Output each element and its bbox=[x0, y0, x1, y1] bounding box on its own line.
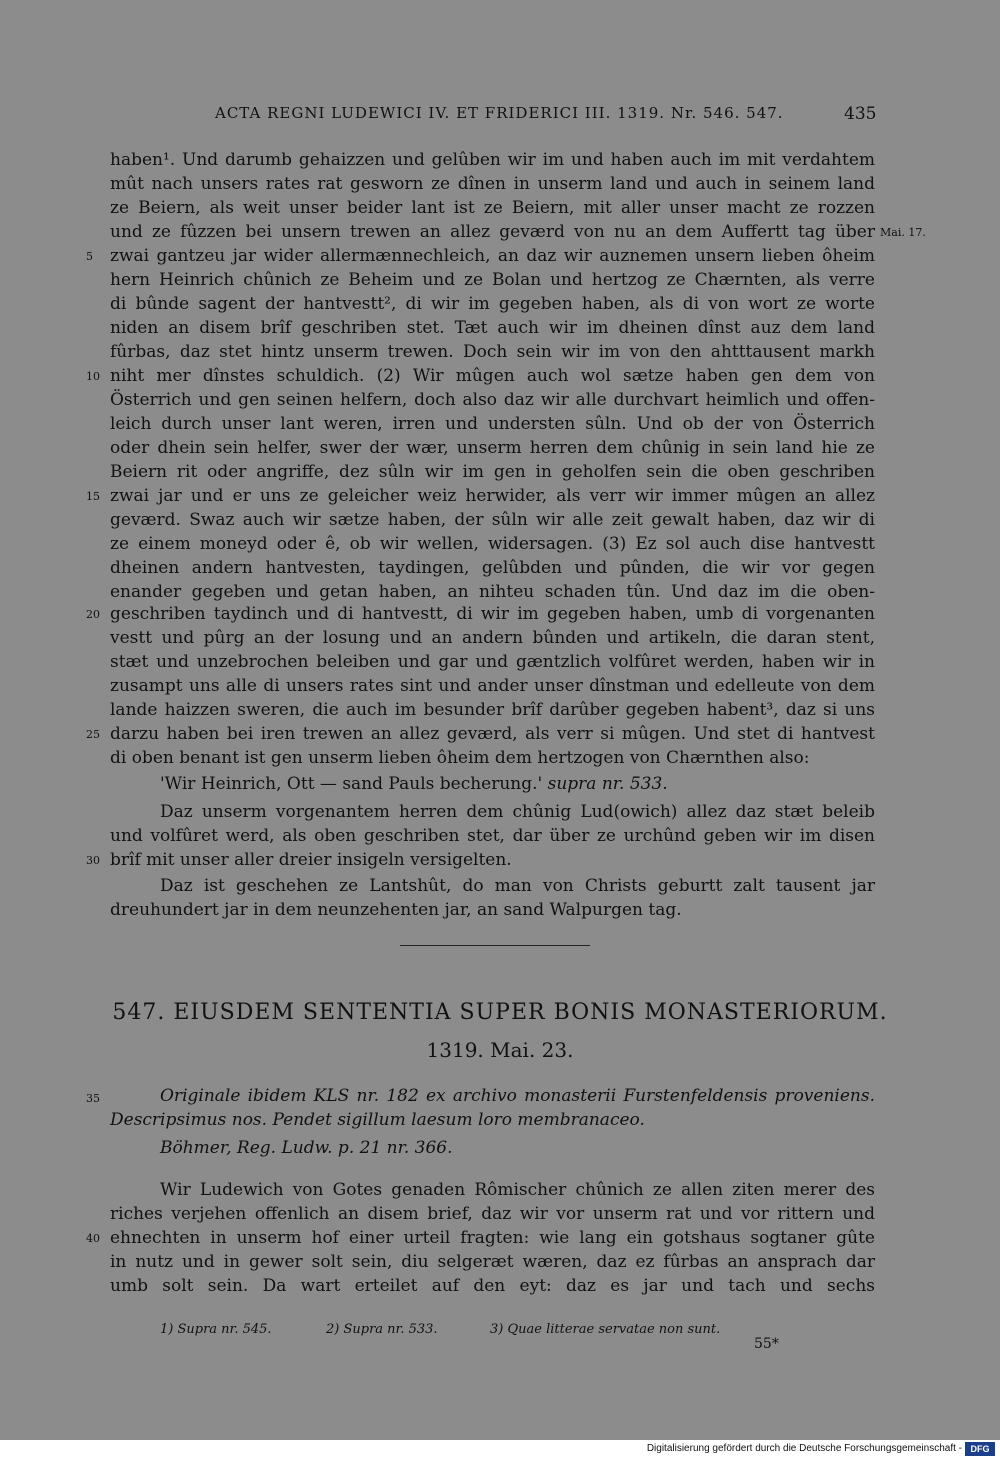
text-line: haben¹. Und darumb gehaizzen und gelûben wir im und haben auch im mit verdahtem bbox=[110, 150, 875, 170]
line-number: 30 bbox=[86, 854, 100, 867]
source-note-line: Descripsimus nos. Pendet sigillum laesum loro membranaceo. bbox=[110, 1110, 645, 1130]
footnote: 2) Supra nr. 533. bbox=[326, 1322, 438, 1337]
section-divider bbox=[400, 945, 590, 946]
text-line: hern Heinrich chûnich ze Beheim und ze Bolan und hertzog ze Chærnten, als verre bbox=[110, 270, 875, 290]
text-line: Beiern rit oder angriffe, dez sûln wir im gen in geholfen sein die oben geschriben bbox=[110, 462, 875, 482]
text-line: darzu haben bei iren trewen an allez geværd, als verr si mûgen. Und stet di hantvest bbox=[110, 724, 875, 744]
text-line: di oben benant ist gen unserm lieben ôheim dem hertzogen von Chærnthen also: bbox=[110, 748, 810, 768]
quote-reference: supra nr. 533. bbox=[547, 774, 668, 794]
text-line: stæt und unzebrochen beleiben und gar und gæntzlich volfûret werden, haben wir in bbox=[110, 652, 875, 672]
text-line: riches verjehen offenlich an disem brief, daz wir vor unserm rat und vor rittern und bbox=[110, 1204, 875, 1224]
text-line: di bûnde sagent der hantvestt², di wir im gegeben haben, als di von wort ze worte bbox=[110, 294, 875, 314]
text-line: umb solt sein. Da wart erteilet auf den eyt: daz es jar und tach und sechs bbox=[110, 1276, 875, 1296]
funding-credit: Digitalisierung gefördert durch die Deutsche Forschungsgemeinschaft - bbox=[646, 1443, 962, 1454]
page-number: 435 bbox=[844, 104, 877, 124]
quote-line bbox=[160, 772, 875, 796]
text-line: zusampt uns alle di unsers rates sint und ander unser dînstman und edelleute von dem bbox=[110, 676, 875, 696]
text-line: fûrbas, daz stet hintz unserm trewen. Doch sein wir im von den ahtttausent markh bbox=[110, 342, 875, 362]
text-line: ehnechten in unserm hof einer urteil fragten: wie lang ein gotshaus sogtaner gûte bbox=[110, 1228, 875, 1248]
text-line: Daz unserm vorgenantem herren dem chûnig Lud(owich) allez daz stæt beleib bbox=[160, 802, 875, 822]
text-line: niden an disem brîf geschriben stet. Tæt auch wir im dheinen dînst auz dem land bbox=[110, 318, 875, 338]
text-line: lande haizzen sweren, die auch im besunder brîf darûber gegeben habent³, daz si uns bbox=[110, 700, 875, 720]
text-line: ze einem moneyd oder ê, ob wir wellen, widersagen. (3) Ez sol auch dise hantvestt bbox=[110, 534, 875, 554]
line-number: 40 bbox=[86, 1232, 100, 1245]
document-title: 547. EIUSDEM SENTENTIA SUPER BONIS MONASTERIORUM. bbox=[112, 1000, 888, 1025]
text-line: zwai gantzeu jar wider allermænnechleich, an daz wir auznemen unsern lieben ôheim bbox=[110, 246, 875, 266]
text-line: und volfûret werd, als oben geschriben stet, dar über ze urchûnd geben wir im disen bbox=[110, 826, 875, 846]
text-line: enander gegeben und getan haben, an nihteu schaden tûn. Und daz im die oben- bbox=[110, 582, 875, 602]
text-line: Österrich und gen seinen helfern, doch also daz wir alle durchvart heimlich und offen- bbox=[110, 390, 875, 410]
text-line: leich durch unser lant weren, irren und understen sûln. Und ob der von Österrich bbox=[110, 414, 875, 434]
text-line: oder dhein sein helfer, swer der wær, unserm herren dem chûnig in sein land hie ze bbox=[110, 438, 875, 458]
text-line: Wir Ludewich von Gotes genaden Rômischer chûnich ze allen ziten merer des bbox=[160, 1180, 875, 1200]
line-number: 35 bbox=[86, 1092, 100, 1105]
text-line: in nutz und in gewer solt sein, diu selgeræt wæren, daz ez fûrbas an ansprach dar bbox=[110, 1252, 875, 1272]
text-line: geværd. Swaz auch wir sætze haben, der sûln wir alle zeit gewalt haben, daz wir di bbox=[110, 510, 875, 530]
document-date: 1319. Mai. 23. bbox=[426, 1038, 574, 1062]
footnote: 1) Supra nr. 545. bbox=[160, 1322, 272, 1337]
text-line: mût nach unsers rates rat gesworn ze dînen in unserm land und auch in seinem land bbox=[110, 174, 875, 194]
text-line: und ze fûzzen bei unsern trewen an allez geværd von nu an dem Auffertt tag über bbox=[110, 222, 875, 242]
line-number: 20 bbox=[86, 608, 100, 621]
footnote: 3) Quae litterae servatae non sunt. bbox=[490, 1322, 721, 1337]
text-line: geschriben taydinch und di hantvestt, di wir im gegeben haben, umb di vorgenanten bbox=[110, 604, 875, 624]
text-line: niht mer dînstes schuldich. (2) Wir mûgen auch wol sætze haben gen dem von bbox=[110, 366, 875, 386]
text-line: zwai jar und er uns ze geleicher weiz herwider, als verr wir immer mûgen an allez bbox=[110, 486, 875, 506]
signature-mark: 55* bbox=[754, 1336, 779, 1352]
line-number: 10 bbox=[86, 370, 100, 383]
margin-date-note: Mai. 17. bbox=[880, 226, 926, 239]
text-line: brîf mit unser aller dreier insigeln versigelten. bbox=[110, 850, 512, 870]
line-number: 25 bbox=[86, 728, 100, 741]
line-number: 5 bbox=[86, 250, 93, 263]
running-head: ACTA REGNI LUDEWICI IV. ET FRIDERICI III. 1319. Nr. 546. 547. bbox=[215, 104, 784, 122]
source-note-line: Originale ibidem KLS nr. 182 ex archivo monasterii Furstenfeldensis proveniens. bbox=[160, 1086, 875, 1106]
text-line: dreuhundert jar in dem neunzehenten jar, an sand Walpurgen tag. bbox=[110, 900, 682, 920]
text-line: Daz ist geschehen ze Lantshût, do man von Christs geburtt zalt tausent jar bbox=[160, 876, 875, 896]
quote-text: 'Wir Heinrich, Ott — sand Pauls becherung.' bbox=[160, 774, 543, 794]
digitization-footer bbox=[0, 1440, 1000, 1459]
text-line: vestt und pûrg an der losung und an andern bûnden und artikeln, die daran stent, bbox=[110, 628, 875, 648]
text-line: ze Beiern, als weit unser beider lant ist ze Beiern, mit aller unser macht ze rozzen bbox=[110, 198, 875, 218]
dfg-logo-icon[interactable]: DFG bbox=[965, 1442, 995, 1456]
regesta-reference: Böhmer, Reg. Ludw. p. 21 nr. 366. bbox=[160, 1138, 453, 1158]
text-line: dheinen andern hantvesten, taydingen, gelûbden und pûnden, die wir vor gegen bbox=[110, 558, 875, 578]
line-number: 15 bbox=[86, 490, 100, 503]
